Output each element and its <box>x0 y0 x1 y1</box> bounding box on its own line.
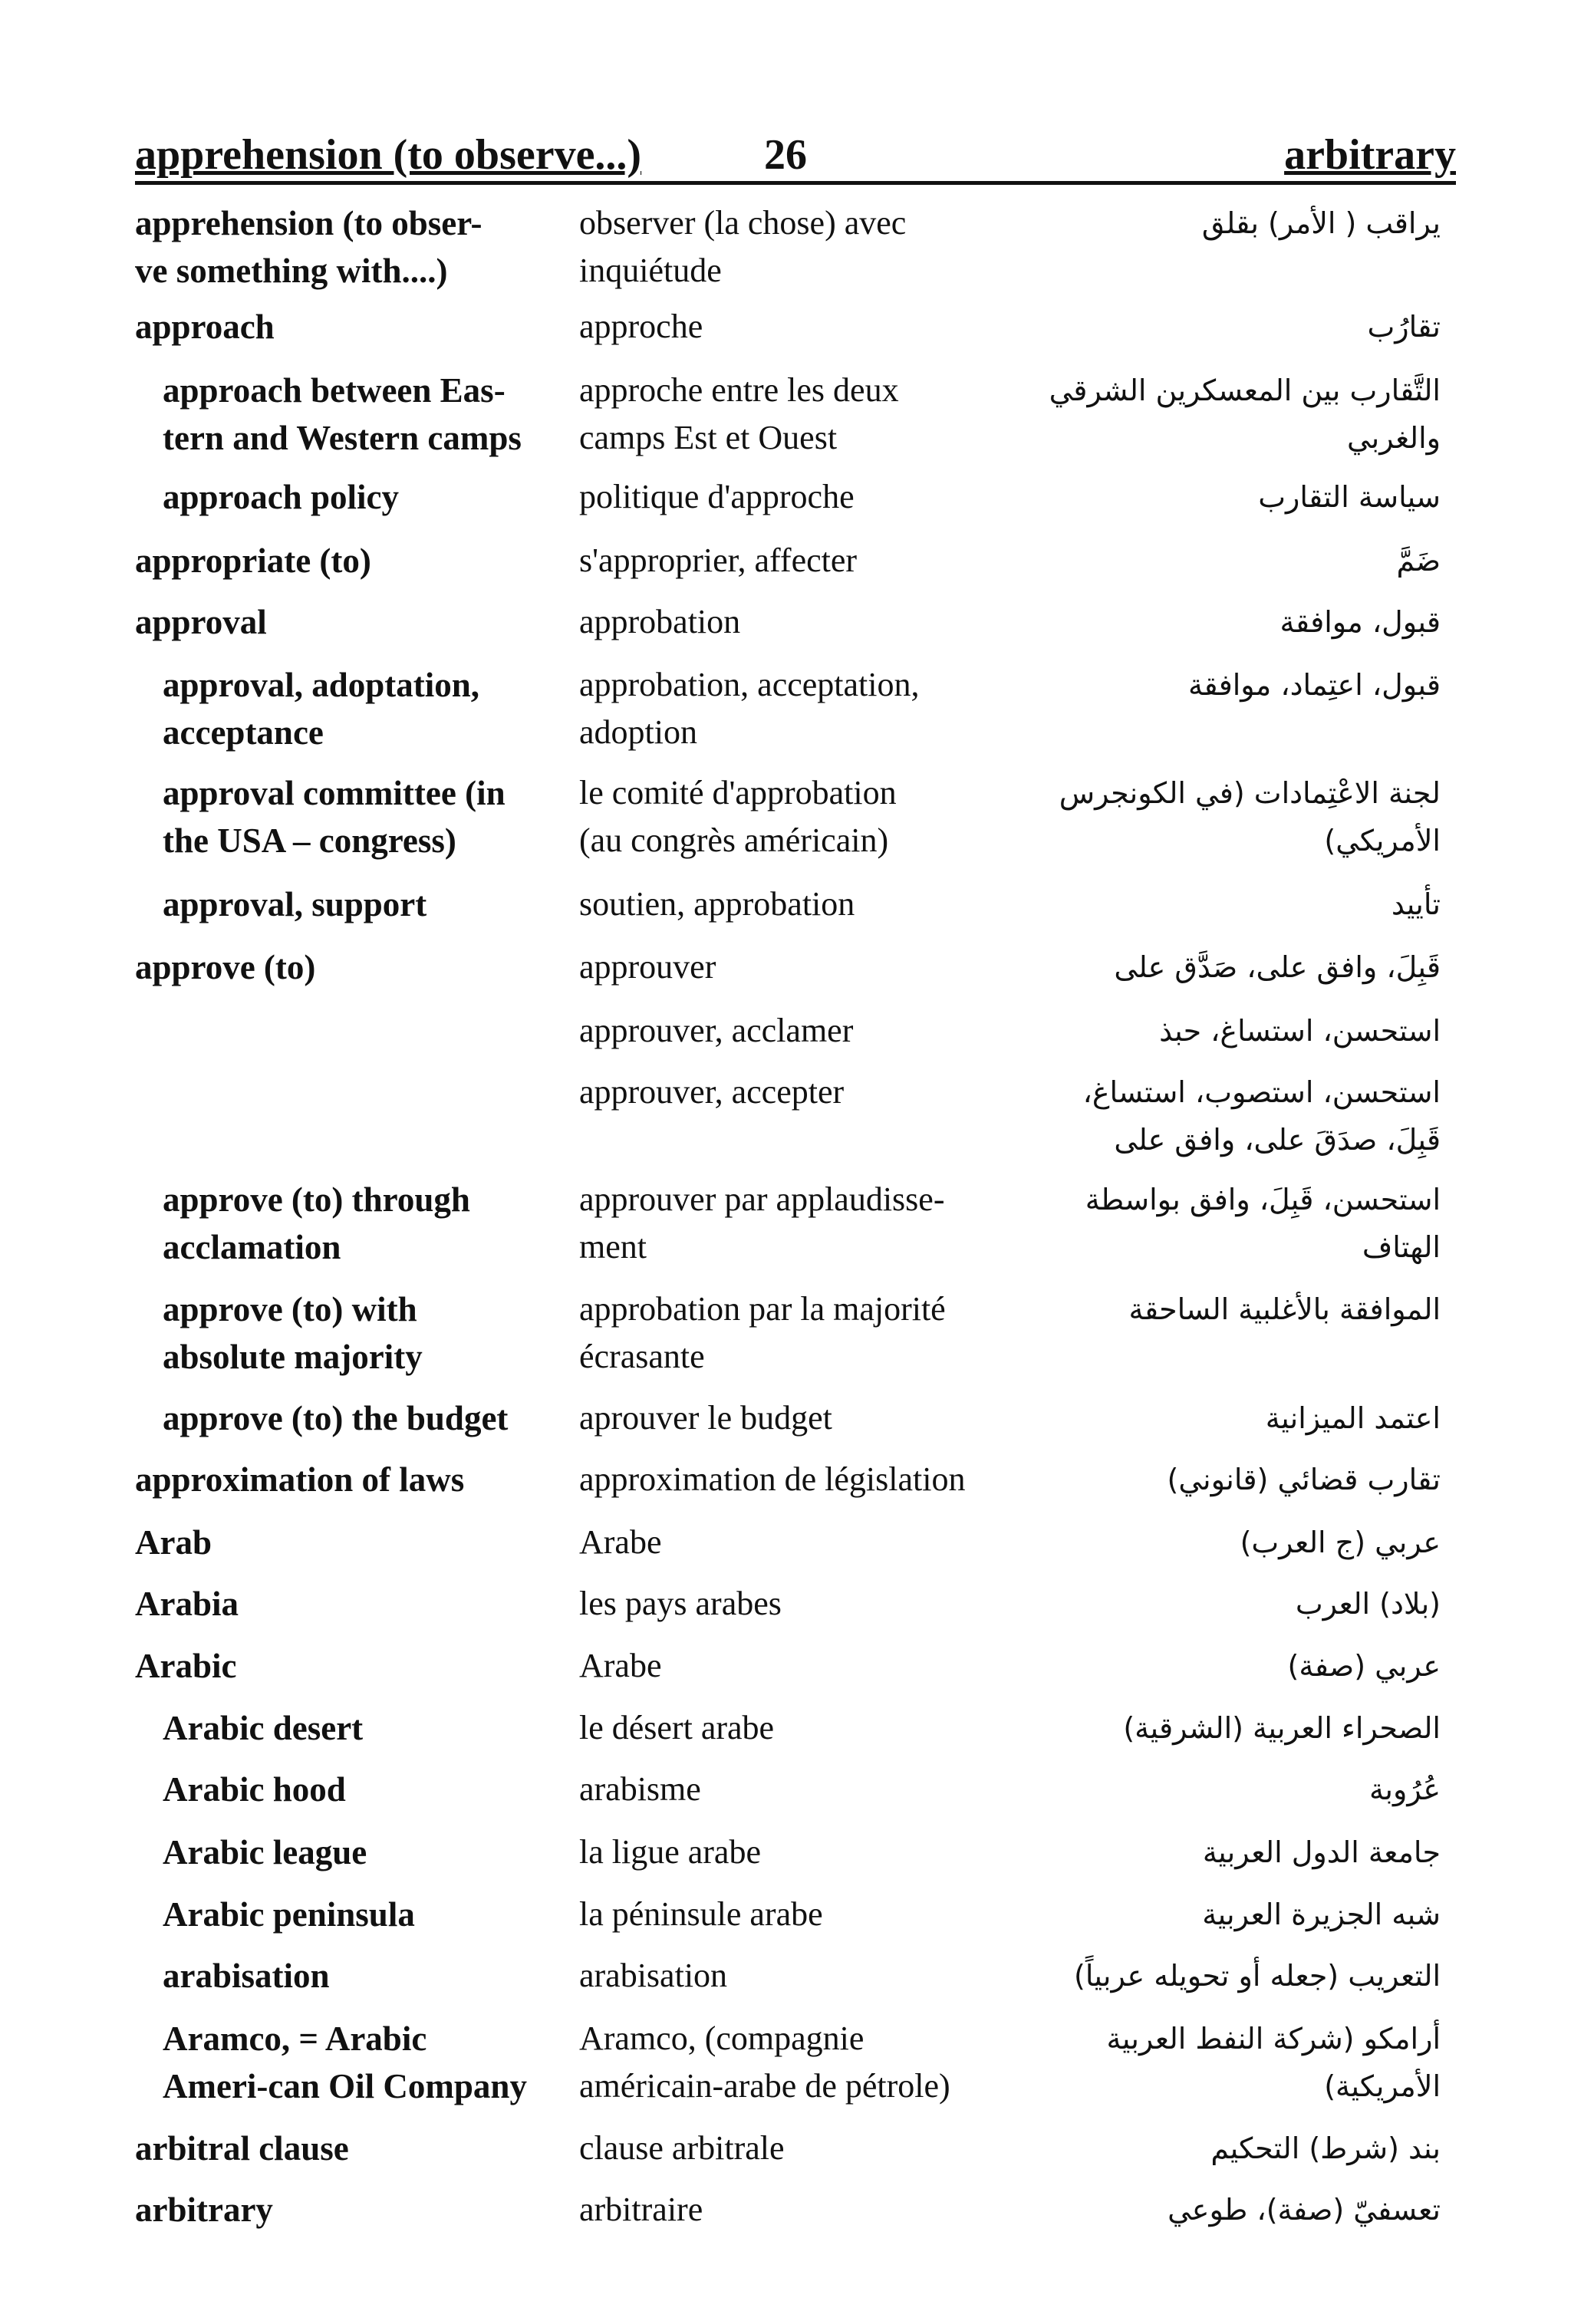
english-term: apprehension (to obser- ve something with....) <box>135 204 482 290</box>
english-term: approve (to) the budget <box>163 1399 509 1437</box>
english-term: appropriate (to) <box>135 541 371 580</box>
arabic-term: بند (شرط) التحكيم <box>1210 2131 1441 2165</box>
french-term: arabisme <box>579 1770 701 1808</box>
arabic-term: التَّقارب بين المعسكرين الشرقي والغربي <box>1049 374 1441 455</box>
french-term: arbitraire <box>579 2191 703 2228</box>
french-term: observer (la chose) avec inquiétude <box>579 204 907 289</box>
french-term: le comité d'approbation (au congrès américain) <box>579 774 897 859</box>
arabic-term: تقارُب <box>1367 310 1441 344</box>
english-term: approval <box>135 603 267 641</box>
arabic-term: عربي (صفة) <box>1287 1649 1441 1683</box>
french-term: approuver, acclamer <box>579 1012 854 1049</box>
english-term: approval, support <box>163 885 427 923</box>
arabic-term: قَبِلَ، وافق على، صَدَّق على <box>1114 950 1441 984</box>
french-term: politique d'approche <box>579 478 855 515</box>
french-term: approuver par applaudisse- ment <box>579 1180 945 1266</box>
arabic-term: تأييد <box>1391 887 1441 921</box>
arabic-term: ضَمَّ <box>1396 544 1441 578</box>
english-term: approach <box>135 308 275 346</box>
arabic-term: شبه الجزيرة العربية <box>1202 1898 1441 1931</box>
english-term: Aramco, = Arabic Ameri-can Oil Company <box>163 2020 527 2105</box>
arabic-term: جامعة الدول العربية <box>1202 1835 1441 1869</box>
english-term: Arabic league <box>163 1833 367 1871</box>
french-term: aprouver le budget <box>579 1399 832 1437</box>
french-term: Arabe <box>579 1647 662 1684</box>
english-term: arabisation <box>163 1957 330 1995</box>
english-term: arbitrary <box>135 2191 273 2229</box>
french-term: arabisation <box>579 1957 728 1994</box>
arabic-term: تقارب قضائي (قانوني) <box>1167 1463 1441 1496</box>
french-term: Arabe <box>579 1523 662 1561</box>
arabic-term: يراقب ( الأمر) بقلق <box>1201 206 1441 240</box>
left-guide-word: apprehension (to observe...) <box>135 131 642 179</box>
french-term: approximation de législation <box>579 1460 966 1498</box>
arabic-term: قبول، موافقة <box>1280 605 1441 639</box>
arabic-term: سياسة التقارب <box>1258 480 1441 514</box>
french-term: approbation, acceptation, adoption <box>579 666 920 751</box>
french-term: Aramco, (compagnie américain-arabe de pétrole) <box>579 2020 950 2105</box>
arabic-term: تعسفيّ (صفة)، طوعي <box>1168 2193 1441 2227</box>
french-term: approuver <box>579 948 716 986</box>
french-term: le désert arabe <box>579 1709 775 1746</box>
arabic-term: استحسن، قَبِلَ، وافق بواسطة الهتاف <box>1085 1183 1441 1264</box>
french-term: la ligue arabe <box>579 1833 761 1871</box>
arabic-term: عربي (ج العرب) <box>1240 1526 1441 1559</box>
arabic-term: (بلاد) العرب <box>1295 1587 1441 1621</box>
english-term: approve (to) through acclamation <box>163 1180 470 1266</box>
arabic-term: عُرُوبة <box>1369 1773 1441 1806</box>
french-term: approbation <box>579 603 741 640</box>
english-term: Arabic desert <box>163 1709 364 1747</box>
english-term: approval committee (in the USA – congress) <box>163 774 506 860</box>
french-term: approche entre les deux camps Est et Ouest <box>579 371 899 456</box>
arabic-term: اعتمد الميزانية <box>1265 1401 1441 1435</box>
arabic-term: لجنة الاعْتِمادات (في الكونجرس الأمريكي) <box>1059 776 1441 858</box>
arabic-term: أرامكو (شركة النفط العربية الأمريكية) <box>1106 2022 1441 2103</box>
english-term: Arab <box>135 1523 212 1562</box>
french-term: approche <box>579 308 703 345</box>
french-term: la péninsule arabe <box>579 1895 823 1933</box>
arabic-term: الموافقة بالأغلبية الساحقة <box>1128 1292 1441 1326</box>
french-term: approuver, accepter <box>579 1073 845 1111</box>
english-term: approval, adoptation, acceptance <box>163 666 480 752</box>
english-term: approach between Eas- tern and Western camps <box>163 371 522 457</box>
english-term: Arabic peninsula <box>163 1895 415 1934</box>
english-term: approve (to) <box>135 948 316 986</box>
english-term: Arabic hood <box>163 1770 346 1809</box>
french-term: les pays arabes <box>579 1585 782 1622</box>
french-term: s'approprier, affecter <box>579 541 858 579</box>
english-term: approach policy <box>163 478 399 516</box>
right-guide-word: arbitrary <box>1284 131 1456 179</box>
english-term: approximation of laws <box>135 1460 465 1499</box>
french-term: clause arbitrale <box>579 2129 785 2167</box>
english-term: approve (to) with absolute majority <box>163 1290 423 1376</box>
english-term: Arabic <box>135 1647 237 1685</box>
english-term: arbitral clause <box>135 2129 349 2168</box>
french-term: soutien, approbation <box>579 885 855 923</box>
running-header <box>135 123 1456 185</box>
arabic-term: الصحراء العربية (الشرقية) <box>1123 1711 1441 1745</box>
arabic-term: قبول، اعتِماد، موافقة <box>1187 668 1441 702</box>
english-term: Arabia <box>135 1585 239 1623</box>
page-number: 26 <box>764 131 807 179</box>
arabic-term: التعريب (جعله أو تحويله عربياً) <box>1074 1959 1441 1993</box>
arabic-term: استحسن، استصوب، استساغ، قَبِلَ، صدَقَ على، وافق على <box>1082 1075 1441 1157</box>
french-term: approbation par la majorité écrasante <box>579 1290 946 1375</box>
arabic-term: استحسن، استساغ، حبذ <box>1159 1014 1441 1048</box>
